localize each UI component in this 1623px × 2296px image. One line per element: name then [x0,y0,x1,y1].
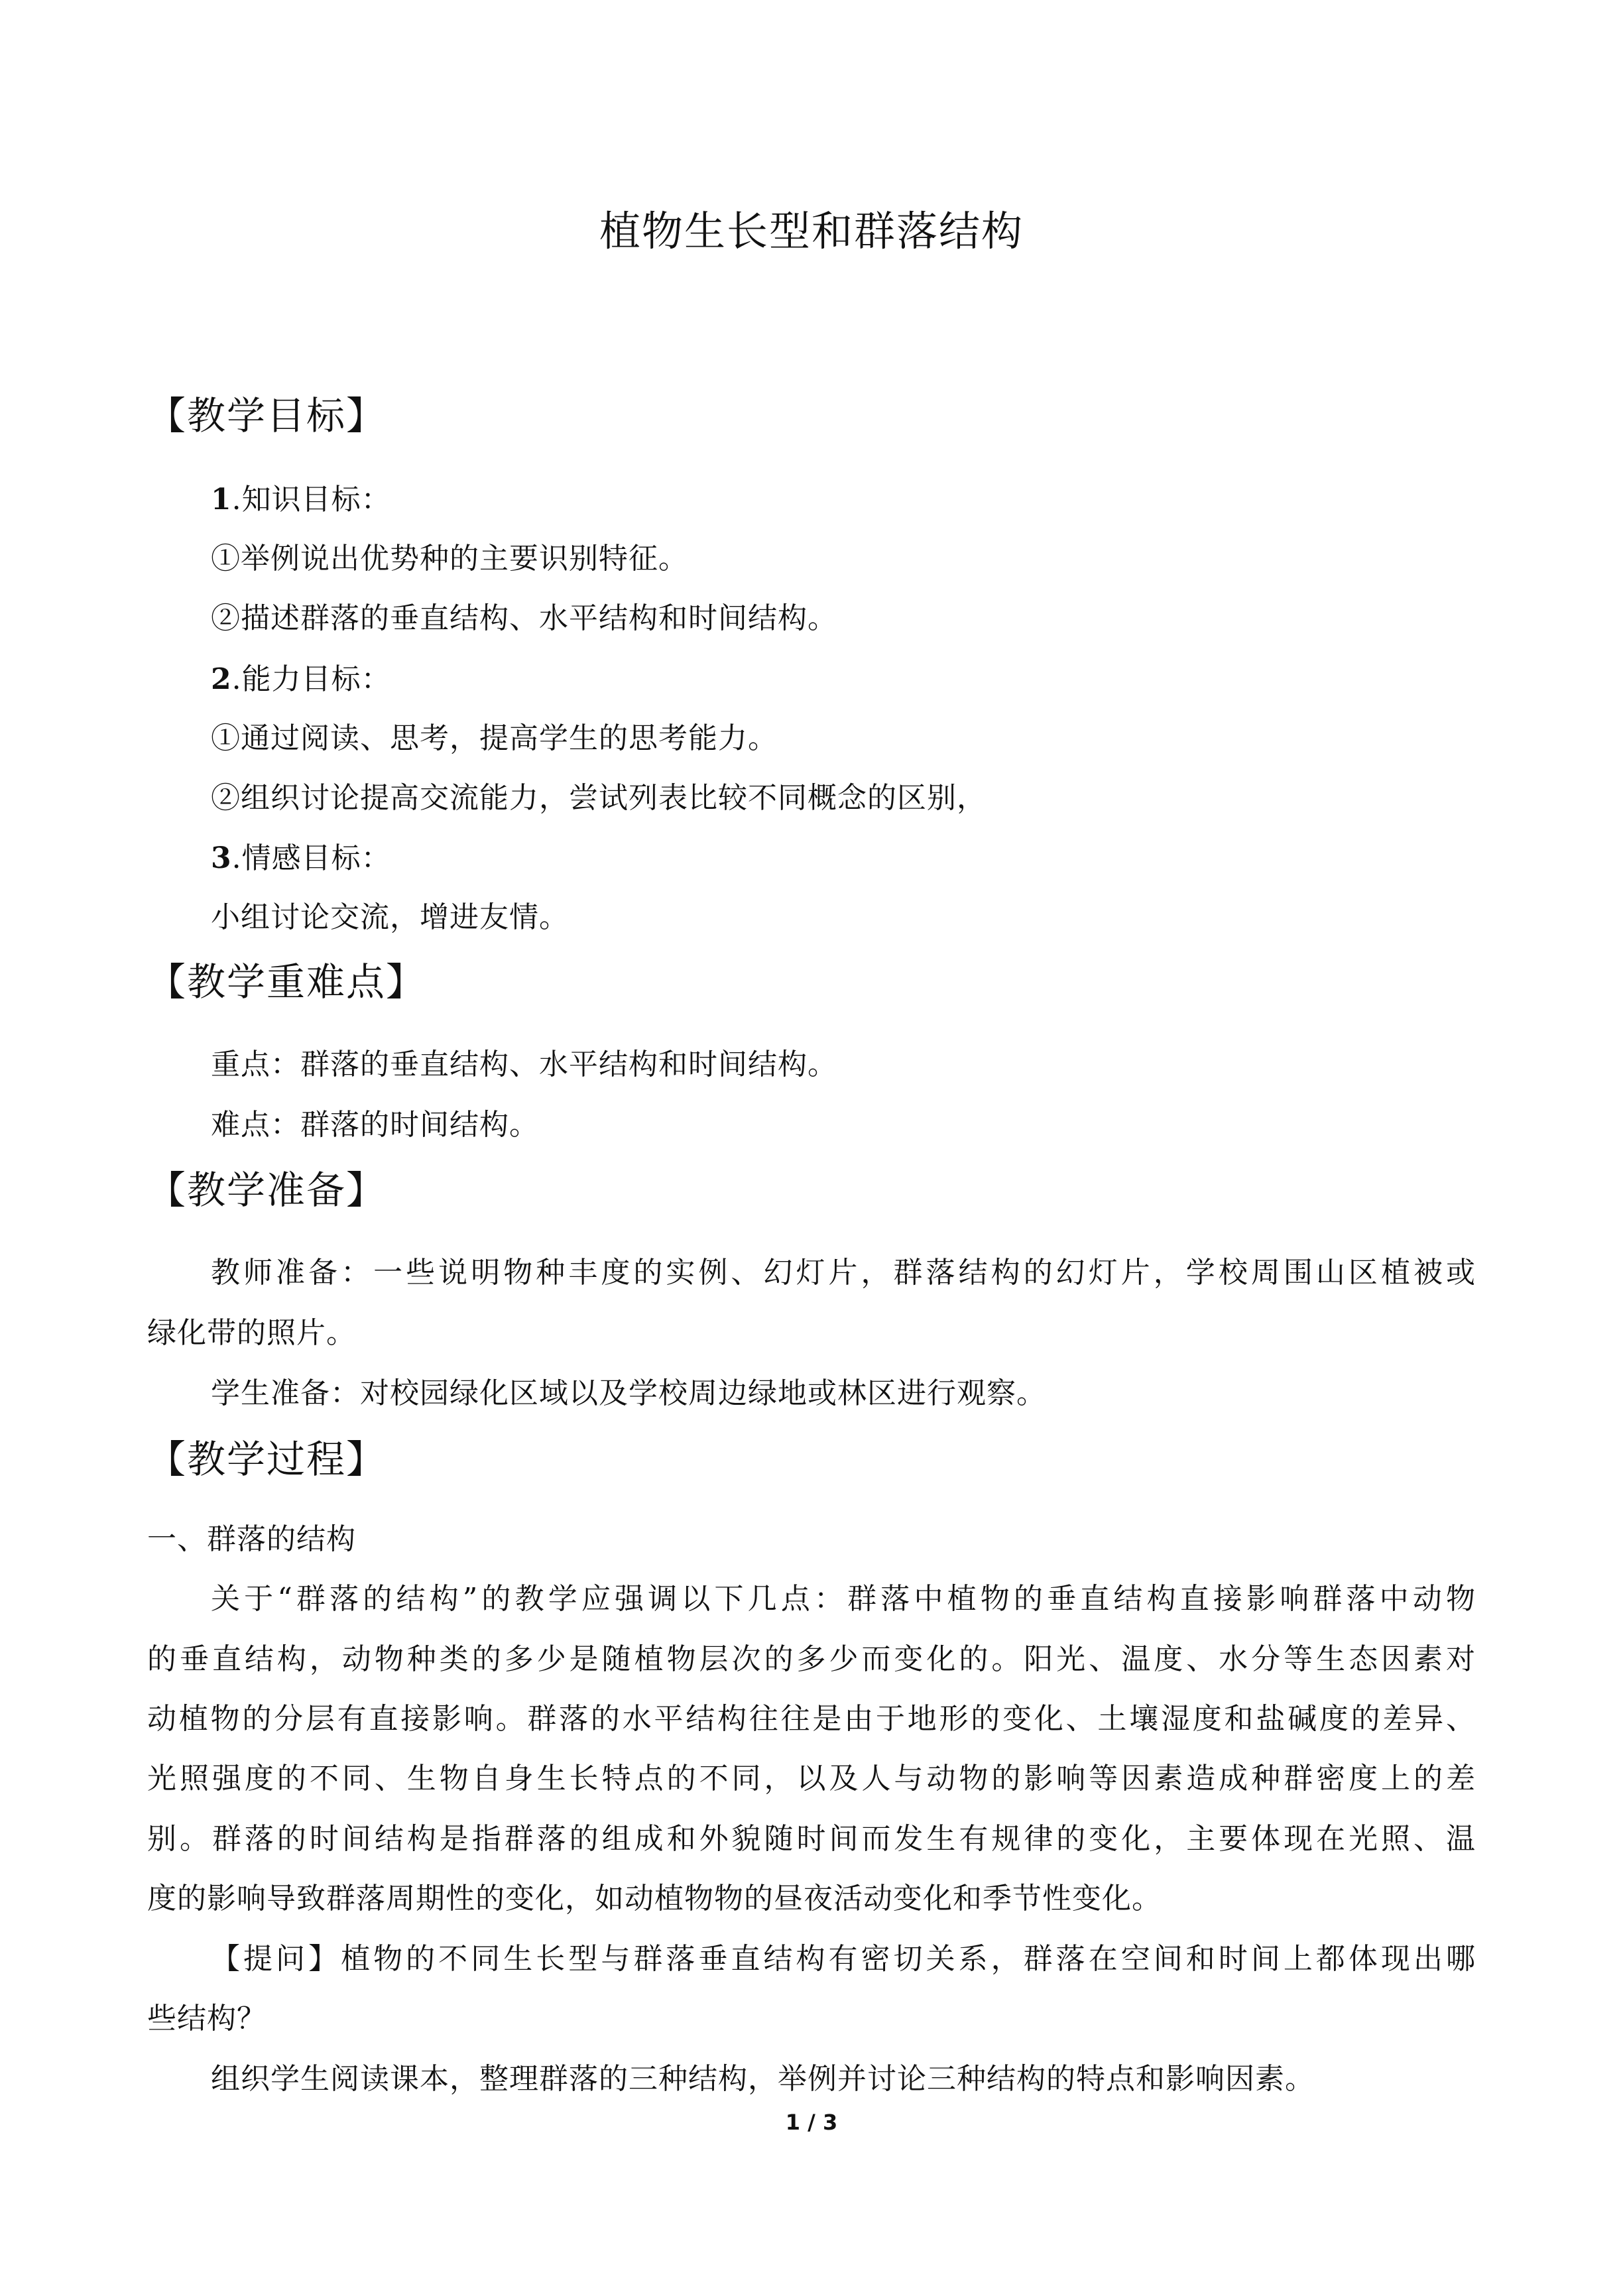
section-heading-key-points: 【教学重难点】 [147,959,426,1004]
process-paragraph-1-line-4: 光照强度的不同、生物自身生长特点的不同，以及人与动物的影响等因素造成种群密度上的差 [147,1762,1476,1795]
emotion-goal-text: .情感目标： [231,841,391,875]
process-paragraph-1-line-1: 关于“群落的结构”的教学应强调以下几点：群落中植物的垂直结构直接影响群落中动物 [211,1582,1476,1616]
process-question-line-2: 些结构？ [147,2002,267,2035]
process-paragraph-1-line-3: 动植物的分层有直接影响。群落的水平结构往往是由于地形的变化、土壤湿度和盐碱度的差异、 [147,1702,1476,1736]
ability-goal-label [211,662,391,696]
difficult-point-text: 难点：群落的时间结构。 [211,1108,539,1142]
process-question-line-1: 【提问】植物的不同生长型与群落垂直结构有密切关系，群落在空间和时间上都体现出哪 [211,1942,1476,1976]
page-indicator: 1 / 3 [785,2110,838,2135]
process-paragraph-1-line-6: 度的影响导致群落周期性的变化，如动植物物的昼夜活动变化和季节性变化。 [147,1882,1162,1915]
document-title: 植物生长型和群落结构 [599,207,1024,255]
section-heading-process: 【教学过程】 [147,1437,387,1482]
ability-goal-number: 2 [211,662,232,696]
student-prep-text: 学生准备：对校园绿化区域以及学校周边绿地或林区进行观察。 [211,1376,1046,1410]
ability-goal-text: .能力目标： [231,662,391,696]
ability-goal-item-2: ②组织讨论提高交流能力，尝试列表比较不同概念的区别， [211,781,987,815]
teacher-prep-line-1: 教师准备：一些说明物种丰度的实例、幻灯片，群落结构的幻灯片，学校周围山区植被或 [211,1256,1476,1290]
knowledge-goal-item-2: ②描述群落的垂直结构、水平结构和时间结构。 [211,601,837,635]
process-paragraph-3: 组织学生阅读课本，整理群落的三种结构，举例并讨论三种结构的特点和影响因素。 [211,2062,1315,2096]
knowledge-goal-text: .知识目标： [231,483,391,516]
emotion-goal-item-1: 小组讨论交流，增进友情。 [211,900,569,934]
teacher-prep-line-2: 绿化带的照片。 [147,1316,356,1350]
key-point-text: 重点：群落的垂直结构、水平结构和时间结构。 [211,1048,837,1081]
knowledge-goal-number: 1 [211,483,232,516]
process-paragraph-1-line-2: 的垂直结构，动物种类的多少是随植物层次的多少而变化的。阳光、温度、水分等生态因素对 [147,1642,1476,1676]
emotion-goal-number: 3 [211,841,232,875]
process-subheading-1: 一、群落的结构 [147,1522,356,1556]
section-heading-objectives: 【教学目标】 [147,393,387,438]
emotion-goal-label [211,841,391,875]
knowledge-goal-label [211,485,391,514]
ability-goal-item-1: ①通过阅读、思考，提高学生的思考能力。 [211,721,778,755]
knowledge-goal-item-1: ①举例说出优势种的主要识别特征。 [211,542,688,575]
process-paragraph-1-line-5: 别。群落的时间结构是指群落的组成和外貌随时间而发生有规律的变化，主要体现在光照、温 [147,1822,1476,1856]
section-heading-preparation: 【教学准备】 [147,1168,387,1213]
